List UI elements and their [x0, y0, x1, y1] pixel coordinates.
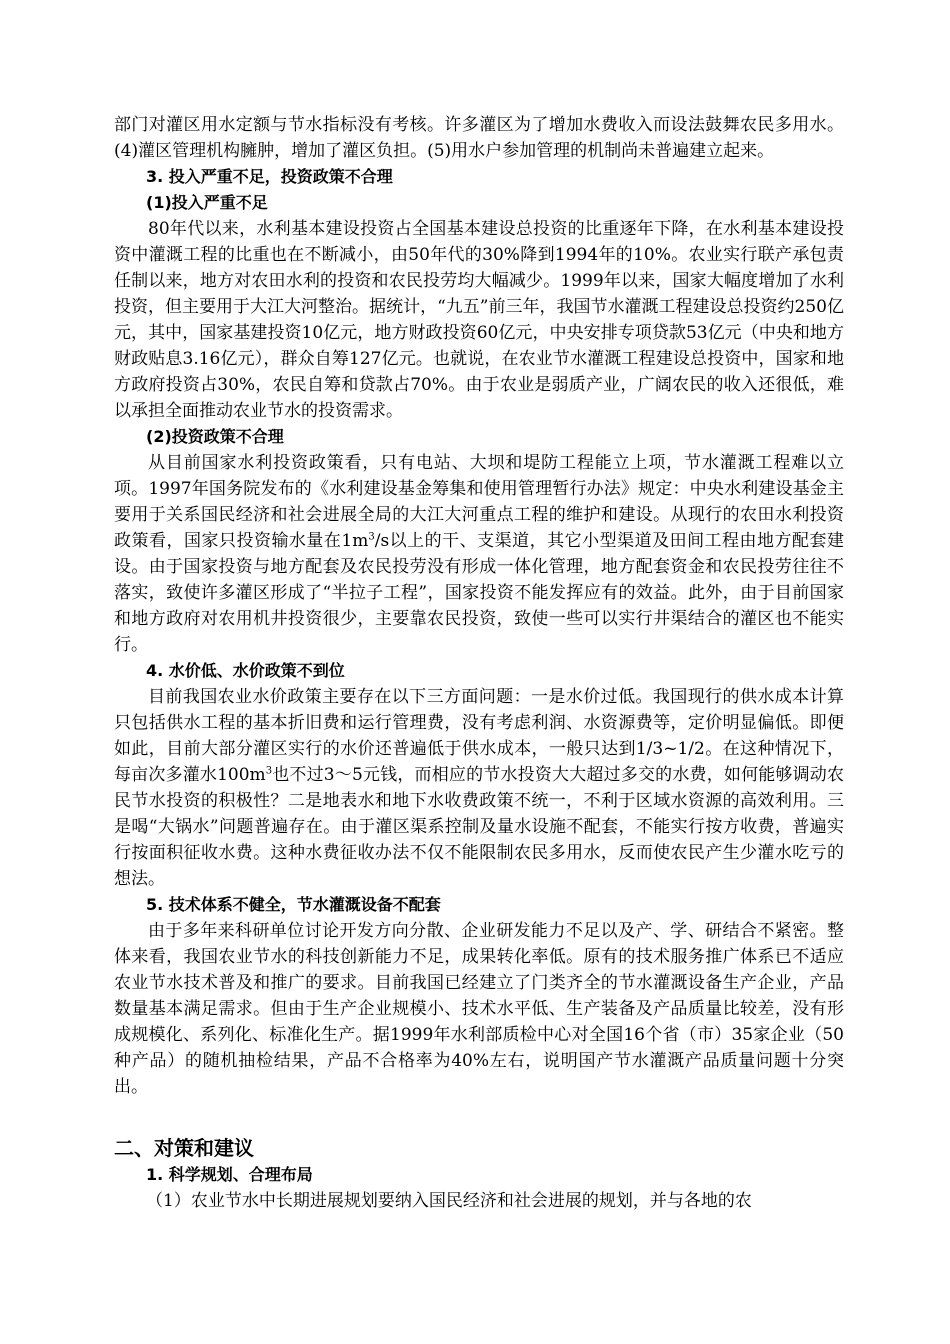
- document-page: [114, 112, 844, 1214]
- section-heading-4: 4. 水价低、水价政策不到位: [146, 661, 345, 680]
- subheading-3-2: (2)投资政策不合理: [146, 427, 284, 446]
- section-heading-5: 5. 技术体系不健全，节水灌溉设备不配套: [146, 895, 441, 914]
- paragraph-3-2: [114, 450, 844, 658]
- paragraph-last: （1）农业节水中长期进展规划要纳入国民经济和社会进展的规划，并与各地的农: [146, 1191, 752, 1211]
- superscript-3: 3: [265, 765, 273, 777]
- section-heading-3: 3. 投入严重不足，投资政策不合理: [146, 167, 393, 186]
- paragraph-3-1: 80年代以来，水利基本建设投资占全国基本建设总投资的比重逐年下降，在水利基本建设投资中灌溉工程的比重也在不断减小，由50年代的30%降到1994年的10%。农业实行联产承包责任制以来，地方对农田水利的投资和农民投劳均大幅减少。1999年以来，国家大幅度增加了水利投资，但主要用于大江大河整治。据统计，“九五”前三年，我国节水灌溉工程建设总投资约250亿元，其中，国家基建投资10亿元，地方财政投资60亿元，中央安排专项贷款53亿元（中央和地方财政贴息3.16亿元），群众自筹127亿元。也就说，在农业节水灌溉工程建设总投资中，国家和地方政府投资占30%，农民自筹和贷款占70%。由于农业是弱质产业，广阔农民的收入还很低，难以承担全面推动农业节水的投资需求。: [114, 219, 844, 421]
- section-heading-2-1: 1. 科学规划、合理布局: [146, 1165, 313, 1184]
- subheading-3-1: (1)投入严重不足: [146, 193, 268, 212]
- paragraph-3-2-part-b: /s以上的干、支渠道，其它小型渠道及田间工程由地方配套建设。由于国家投资与地方配套及农民投劳没有形成一体化管理，地方配套资金和农民投劳往往不落实，致使许多灌区形成了“半拉子工程”，国家投资不能发挥应有的效益。此外，由于目前国家和地方政府对农用机井投资很少，主要靠农民投资，致使一些可以实行井渠结合的灌区也不能实行。: [114, 531, 845, 655]
- intro-paragraph: 部门对灌区用水定额与节水指标没有考核。许多灌区为了增加水费收入而设法鼓舞农民多用水。(4)灌区管理机构臃肿，增加了灌区负担。(5)用水户参加管理的机制尚未普遍建立起来。: [114, 115, 844, 161]
- paragraph-4-part-b: 也不过3～5元钱，而相应的节水投资大大超过多交的水费，如何能够调动农民节水投资的积极性？二是地表水和地下水收费政策不统一，不利于区域水资源的高效利用。三是喝“大锅水”问题普遍存在。由于灌区渠系控制及量水设施不配套，不能实行按方收费，普遍实行按面积征收水费。这种水费征收办法不仅不能限制农民多用水，反而使农民产生少灌水吃亏的想法。: [114, 765, 844, 889]
- paragraph-4-part-a: 目前我国农业水价政策主要存在以下三方面问题：一是水价过低。我国现行的供水成本计算只包括供水工程的基本折旧费和运行管理费，没有考虑利润、水资源费等，定价明显偏低。即便如此，目前大部分灌区实行的水价还普遍低于供水成本，一般只达到1/3~1/2。在这种情况下，每亩次多灌水100m: [114, 687, 844, 785]
- chapter-heading-2: 二、对策和建议: [114, 1136, 254, 1160]
- paragraph-3-2-part-a: 从目前国家水利投资政策看，只有电站、大坝和堤防工程能立上项，节水灌溉工程难以立项。1997年国务院发布的《水利建设基金筹集和使用管理暂行办法》规定：中央水利建设基金主要用于关系国民经济和社会进展全局的大江大河重点工程的维护和建设。从现行的农田水利投资政策看，国家只投资输水量在1m: [114, 453, 844, 551]
- paragraph-4: [114, 684, 844, 892]
- paragraph-5: 由于多年来科研单位讨论开发方向分散、企业研发能力不足以及产、学、研结合不紧密。整体来看，我国农业节水的科技创新能力不足，成果转化率低。原有的技术服务推广体系已不适应农业节水技术普及和推广的要求。目前我国已经建立了门类齐全的节水灌溉设备生产企业，产品数量基本满足需求。但由于生产企业规模小、技术水平低、生产装备及产品质量比较差，没有形成规模化、系列化、标准化生产。据1999年水利部质检中心对全国16个省（市）35家企业（50种产品）的随机抽检结果，产品不合格率为40%左右，说明国产节水灌溉产品质量问题十分突出。: [114, 921, 844, 1097]
- superscript-3: 3: [368, 531, 375, 543]
